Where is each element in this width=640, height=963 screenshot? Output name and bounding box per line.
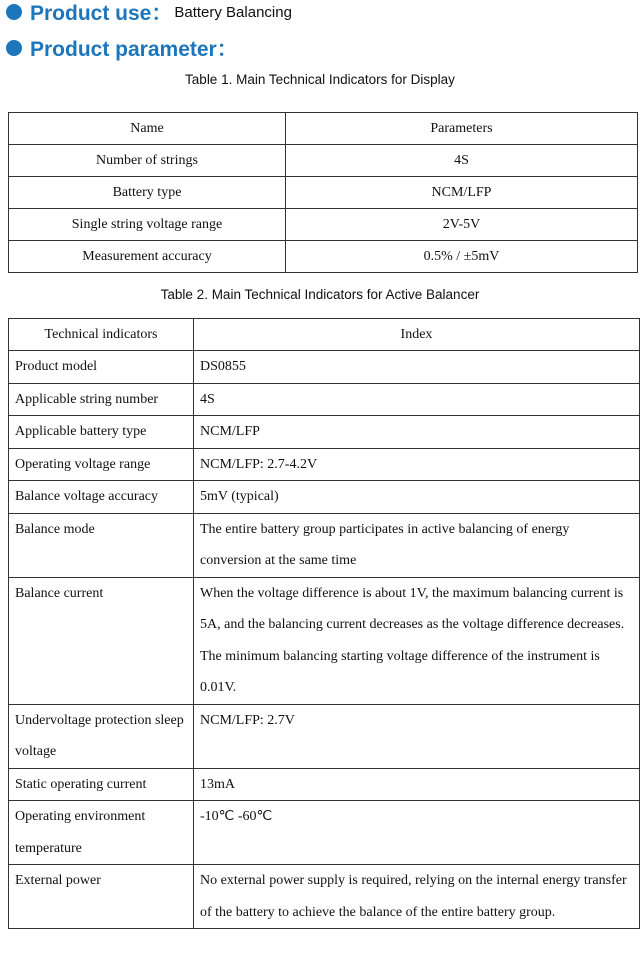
table-row <box>9 145 638 177</box>
cell-index: NCM/LFP: 2.7-4.2V <box>194 448 640 481</box>
table-row <box>9 801 640 865</box>
table-row <box>9 481 640 514</box>
column-header-name: Name <box>9 113 286 145</box>
cell-value: 2V-5V <box>286 209 638 241</box>
cell-index: 4S <box>194 383 640 416</box>
cell-indicator: Balance mode <box>9 513 194 577</box>
table-row <box>9 577 640 704</box>
cell-value: 4S <box>286 145 638 177</box>
cell-value: NCM/LFP <box>286 177 638 209</box>
cell-name: Number of strings <box>9 145 286 177</box>
bullet-dot-icon <box>6 4 22 20</box>
cell-name: Single string voltage range <box>9 209 286 241</box>
product-parameter-title: Product parameter： <box>30 38 238 61</box>
cell-name: Measurement accuracy <box>9 241 286 273</box>
table1-caption: Table 1. Main Technical Indicators for Display <box>185 72 455 87</box>
active-balancer-indicators-table <box>8 318 640 929</box>
cell-indicator: Product model <box>9 351 194 384</box>
cell-indicator: Static operating current <box>9 768 194 801</box>
table-row <box>9 448 640 481</box>
cell-indicator: Undervoltage protection sleep voltage <box>9 704 194 768</box>
bullet-dot-icon <box>6 40 22 56</box>
cell-indicator: Operating voltage range <box>9 448 194 481</box>
cell-indicator: Applicable battery type <box>9 416 194 449</box>
table-row <box>9 383 640 416</box>
cell-index: The entire battery group participates in active balancing of energy conversion at the same time <box>194 513 640 577</box>
cell-index: 13mA <box>194 768 640 801</box>
product-use-heading <box>6 0 292 27</box>
table-row <box>9 513 640 577</box>
table-row <box>9 177 638 209</box>
cell-indicator: External power <box>9 865 194 929</box>
table-row <box>9 416 640 449</box>
table2-caption: Table 2. Main Technical Indicators for Active Balancer <box>160 287 480 302</box>
cell-name: Battery type <box>9 177 286 209</box>
cell-indicator: Operating environment temperature <box>9 801 194 865</box>
display-indicators-table <box>8 112 638 273</box>
column-header-technical-indicators: Technical indicators <box>9 319 194 351</box>
product-use-title: Product use： <box>30 2 173 25</box>
table-row <box>9 704 640 768</box>
cell-value: 0.5% / ±5mV <box>286 241 638 273</box>
cell-index: -10℃ -60℃ <box>194 801 640 865</box>
column-header-index: Index <box>194 319 640 351</box>
cell-index: DS0855 <box>194 351 640 384</box>
table-row <box>9 241 638 273</box>
cell-index: When the voltage difference is about 1V, the maximum balancing current is 5A, and the balancing current decreases as the voltage difference decreases. The minimum balancing starting voltage difference of the instrument is 0.01V. <box>194 577 640 704</box>
product-use-value: Battery Balancing <box>174 3 292 21</box>
table-row <box>9 209 638 241</box>
cell-indicator: Balance voltage accuracy <box>9 481 194 514</box>
cell-index: 5mV (typical) <box>194 481 640 514</box>
table-row <box>9 768 640 801</box>
table-header-row <box>9 113 638 145</box>
cell-indicator: Balance current <box>9 577 194 704</box>
table-row <box>9 351 640 384</box>
table-header-row <box>9 319 640 351</box>
cell-index: NCM/LFP <box>194 416 640 449</box>
cell-index: NCM/LFP: 2.7V <box>194 704 640 768</box>
product-parameter-heading <box>6 33 238 63</box>
column-header-parameters: Parameters <box>286 113 638 145</box>
cell-index: No external power supply is required, relying on the internal energy transfer of the battery to achieve the balance of the entire battery group. <box>194 865 640 929</box>
cell-indicator: Applicable string number <box>9 383 194 416</box>
table-row <box>9 865 640 929</box>
